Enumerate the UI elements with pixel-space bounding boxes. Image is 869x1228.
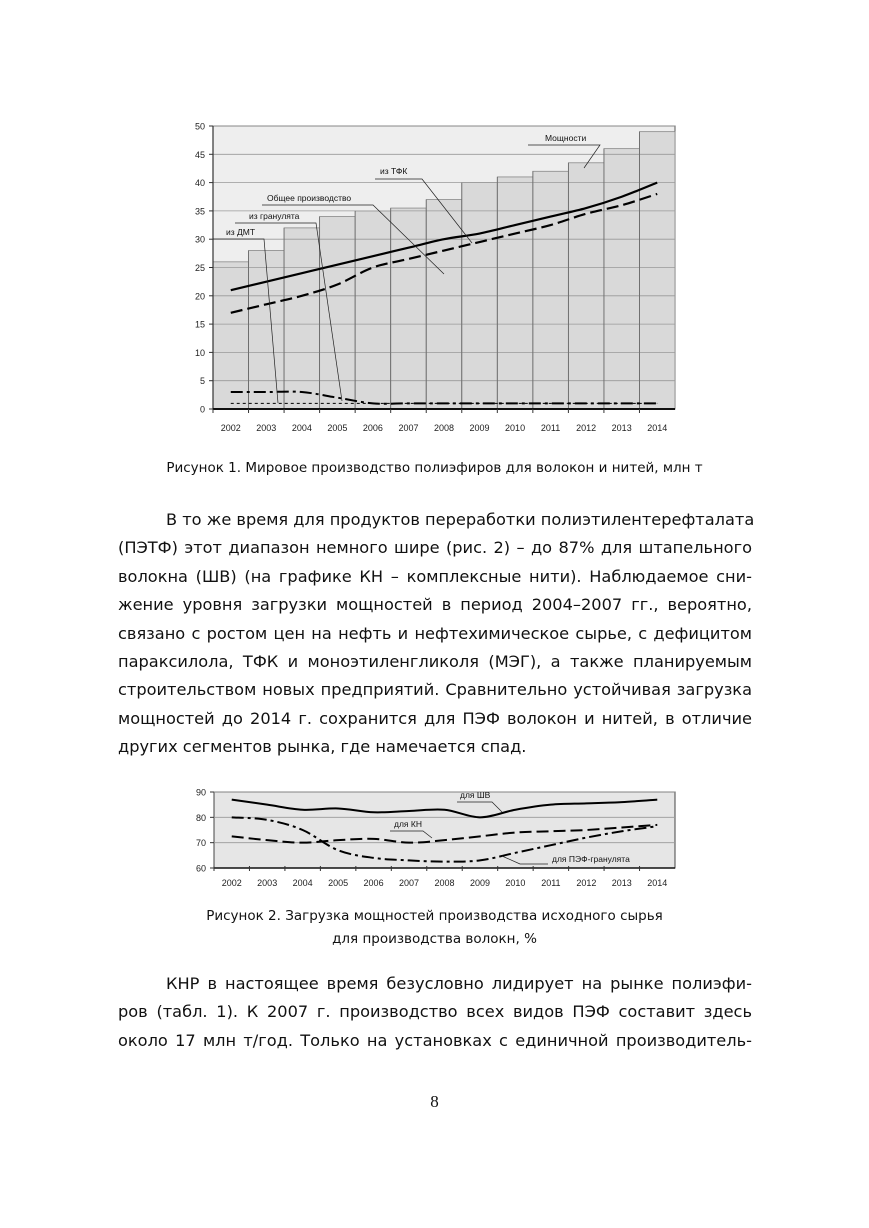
- x-tick-label: 2013: [611, 878, 632, 888]
- y-tick-label: 80: [195, 812, 206, 823]
- y-tick-label: 35: [194, 206, 205, 217]
- x-tick-label: 2014: [647, 423, 668, 433]
- x-tick-label: 2011: [541, 878, 561, 888]
- x-tick-label: 2002: [221, 878, 242, 888]
- y-tick-label: 10: [194, 347, 205, 358]
- x-tick-label: 2004: [292, 878, 313, 888]
- series-annotation: для ШВ: [460, 790, 491, 800]
- y-tick-label: 45: [194, 149, 205, 160]
- series-annotation: из ТФК: [380, 166, 408, 176]
- y-tick-label: 0: [199, 404, 205, 415]
- x-tick-label: 2013: [611, 423, 632, 433]
- capacity-bar: [568, 163, 604, 409]
- y-tick-label: 40: [194, 178, 205, 189]
- paragraph-line: параксилола, ТФК и моноэтиленгликоля (МЭГ), а также планируемым: [118, 652, 752, 672]
- figure-1-caption: Рисунок 1. Мировое производство полиэфиров для волокон и нитей, млн т: [166, 460, 703, 476]
- capacity-bar: [284, 228, 320, 409]
- paragraph-line: ров (табл. 1). К 2007 г. производство всех видов ПЭФ составит здесь: [118, 1002, 752, 1022]
- x-tick-label: 2008: [433, 423, 455, 433]
- paragraph-line: В то же время для продуктов переработки полиэтилентерефталата: [166, 510, 755, 529]
- x-tick-label: 2007: [398, 423, 419, 433]
- x-tick-label: 2014: [647, 878, 668, 888]
- series-annotation: из ДМТ: [226, 227, 256, 237]
- y-tick-label: 15: [194, 319, 205, 330]
- capacity-bar: [533, 171, 569, 409]
- x-tick-label: 2003: [257, 878, 278, 888]
- y-tick-label: 50: [194, 121, 205, 132]
- series-annotation: Мощности: [545, 133, 587, 143]
- y-tick-label: 5: [199, 376, 205, 387]
- x-tick-label: 2010: [505, 878, 526, 888]
- capacity-bar: [213, 262, 249, 409]
- capacity-bar: [249, 251, 285, 409]
- series-annotation: из гранулята: [249, 211, 300, 221]
- x-tick-label: 2012: [576, 423, 597, 433]
- x-tick-label: 2004: [291, 423, 312, 433]
- paragraph-line: строительством новых предприятий. Сравнительно устойчивая загрузка: [118, 680, 752, 700]
- x-tick-label: 2010: [505, 423, 526, 433]
- series-annotation: для КН: [394, 819, 422, 829]
- x-tick-label: 2012: [576, 878, 597, 888]
- x-tick-label: 2006: [362, 423, 383, 433]
- y-tick-label: 30: [194, 234, 205, 245]
- paragraph-line: КНР в настоящее время безусловно лидирует на рынке полиэфи-: [166, 974, 752, 993]
- x-tick-label: 2009: [469, 878, 490, 888]
- y-tick-label: 25: [194, 263, 205, 273]
- y-tick-label: 60: [195, 863, 206, 874]
- x-tick-label: 2008: [434, 878, 455, 888]
- capacity-bar: [604, 149, 640, 409]
- paragraph-line: волокна (ШВ) (на графике КН – комплексные нити). Наблюдаемое сни-: [118, 566, 752, 586]
- paragraph-line: других сегментов рынка, где намечается спад.: [118, 737, 527, 757]
- figure-2-caption-line-2: для производства волокн, %: [332, 931, 537, 947]
- x-tick-label: 2009: [469, 423, 490, 433]
- series-annotation: Общее производство: [267, 193, 352, 203]
- page-number: 8: [430, 1092, 439, 1111]
- figure-2-chart: [180, 782, 690, 894]
- y-tick-label: 90: [195, 787, 206, 798]
- paragraph-line: связано с ростом цен на нефть и нефтехимическое сырье, с дефицитом: [118, 623, 752, 643]
- capacity-bar: [426, 200, 462, 409]
- paragraph-line: жение уровня загрузки мощностей в период 2004–2007 гг., вероятно,: [118, 595, 752, 615]
- paragraph-line: около 17 млн т/год. Только на установках с единичной производитель-: [118, 1030, 752, 1050]
- x-tick-label: 2003: [256, 423, 277, 433]
- x-tick-label: 2005: [327, 423, 348, 433]
- capacity-bar: [497, 177, 533, 409]
- capacity-bar: [355, 211, 391, 409]
- y-tick-label: 70: [195, 838, 206, 849]
- capacity-bar: [639, 132, 675, 409]
- body-paragraph-2: [118, 970, 752, 1055]
- paragraph-line: (ПЭТФ) этот диапазон немного шире (рис. 2) – до 87% для штапельного: [118, 538, 752, 558]
- figure-1-chart: [180, 110, 690, 440]
- x-tick-label: 2006: [363, 878, 384, 888]
- body-paragraph-1: [118, 506, 755, 762]
- capacity-bar: [320, 217, 356, 409]
- paragraph-line: мощностей до 2014 г. сохранится для ПЭФ волокон и нитей, в отличие: [118, 708, 752, 728]
- x-tick-label: 2005: [328, 878, 349, 888]
- figure-2-caption-line-1: Рисунок 2. Загрузка мощностей производства исходного сырья: [206, 908, 663, 924]
- x-tick-label: 2002: [220, 423, 241, 433]
- y-tick-label: 20: [194, 291, 205, 302]
- capacity-bar: [391, 208, 427, 409]
- series-annotation: для ПЭФ-гранулята: [552, 854, 630, 864]
- x-tick-label: 2007: [399, 878, 420, 888]
- x-tick-label: 2011: [540, 423, 561, 433]
